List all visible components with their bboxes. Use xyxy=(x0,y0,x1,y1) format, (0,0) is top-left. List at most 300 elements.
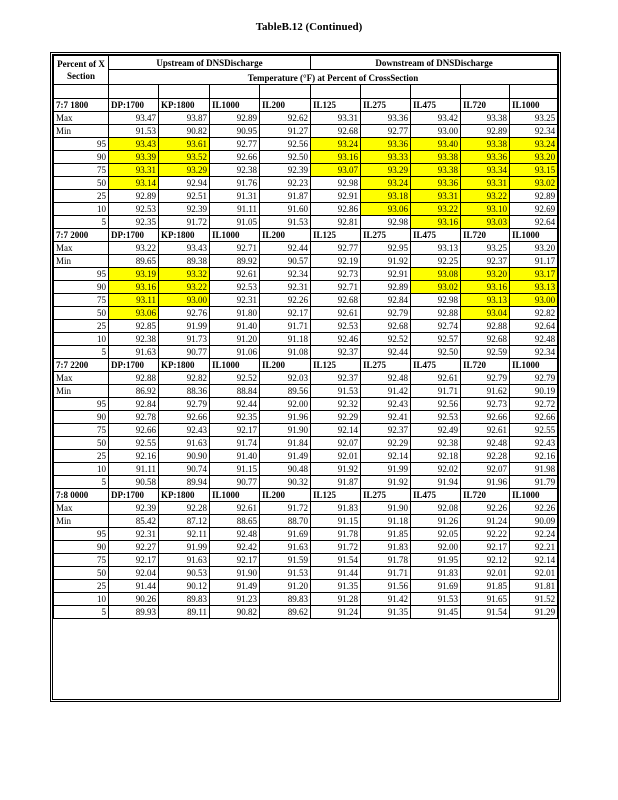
temperature-cell: 92.34 xyxy=(510,125,558,138)
temperature-cell: 92.17 xyxy=(210,554,260,567)
temperature-cell: 91.53 xyxy=(311,385,361,398)
temperature-cell: 85.42 xyxy=(109,515,159,528)
temperature-cell: 92.26 xyxy=(260,294,311,307)
temperature-cell: 92.85 xyxy=(109,320,159,333)
temperature-cell: 93.00 xyxy=(510,294,558,307)
row-label: Max xyxy=(54,112,109,125)
column-name: IL125 xyxy=(311,359,361,372)
temperature-cell: 92.91 xyxy=(361,268,411,281)
table-row xyxy=(54,437,558,450)
row-label: Min xyxy=(54,125,109,138)
column-name: DP:1700 xyxy=(109,359,159,372)
temperature-cell: 92.26 xyxy=(510,502,558,515)
temperature-cell: 91.54 xyxy=(311,554,361,567)
temperature-cell: 92.48 xyxy=(210,528,260,541)
row-label: 25 xyxy=(54,190,109,203)
temperature-cell: 93.02 xyxy=(411,281,461,294)
column-name: IL275 xyxy=(361,229,411,242)
temperature-cell: 91.80 xyxy=(210,307,260,320)
column-name: IL1000 xyxy=(510,229,558,242)
temperature-cell: 91.78 xyxy=(361,554,411,567)
temperature-cell: 92.05 xyxy=(411,528,461,541)
temperature-cell: 92.34 xyxy=(510,346,558,359)
column-name: IL720 xyxy=(461,229,510,242)
temperature-cell: 92.73 xyxy=(311,268,361,281)
spacer-cell xyxy=(260,85,311,99)
temperature-cell: 92.61 xyxy=(210,502,260,515)
temperature-cell: 91.84 xyxy=(260,437,311,450)
temperature-cell: 92.29 xyxy=(361,437,411,450)
temperature-cell: 92.28 xyxy=(159,502,210,515)
spacer-cell xyxy=(109,85,159,99)
table-row xyxy=(54,346,558,359)
temperature-cell: 90.26 xyxy=(109,593,159,606)
temperature-cell: 88.84 xyxy=(210,385,260,398)
temperature-cell: 91.63 xyxy=(109,346,159,359)
temperature-cell: 93.15 xyxy=(510,164,558,177)
temperature-cell: 93.33 xyxy=(361,151,411,164)
table-row xyxy=(54,580,558,593)
temperature-cell: 92.61 xyxy=(210,268,260,281)
row-label: Min xyxy=(54,255,109,268)
row-label: 5 xyxy=(54,346,109,359)
temperature-cell: 91.76 xyxy=(210,177,260,190)
temperature-cell: 93.00 xyxy=(159,294,210,307)
temperature-cell: 93.24 xyxy=(361,177,411,190)
temperature-cell: 92.52 xyxy=(210,372,260,385)
temperature-cell: 91.20 xyxy=(210,333,260,346)
temperature-cell: 91.85 xyxy=(461,580,510,593)
temperature-cell: 92.68 xyxy=(311,125,361,138)
temperature-cell: 92.44 xyxy=(210,398,260,411)
temperature-cell: 90.82 xyxy=(210,606,260,619)
temperature-cell: 92.17 xyxy=(260,307,311,320)
temperature-cell: 93.16 xyxy=(311,151,361,164)
table-row xyxy=(54,112,558,125)
temperature-cell: 92.72 xyxy=(510,398,558,411)
section-label: 7:7 2000 xyxy=(54,229,109,242)
temperature-cell: 92.19 xyxy=(311,255,361,268)
row-label: 90 xyxy=(54,411,109,424)
temperature-cell: 90.53 xyxy=(159,567,210,580)
row-label: 90 xyxy=(54,151,109,164)
temperature-cell: 92.84 xyxy=(109,398,159,411)
spacer-cell xyxy=(510,85,558,99)
temperature-cell: 93.42 xyxy=(411,112,461,125)
temperature-cell: 91.27 xyxy=(260,125,311,138)
spacer-cell xyxy=(210,85,260,99)
temperature-cell: 90.32 xyxy=(260,476,311,489)
section-header-row xyxy=(54,489,558,502)
temperature-cell: 90.77 xyxy=(210,476,260,489)
temperature-cell: 92.77 xyxy=(311,242,361,255)
temperature-cell: 92.94 xyxy=(159,177,210,190)
temperature-cell: 91.87 xyxy=(311,476,361,489)
temperature-cell: 91.23 xyxy=(210,593,260,606)
temperature-cell: 91.99 xyxy=(159,541,210,554)
row-label: 10 xyxy=(54,203,109,216)
table-row xyxy=(54,320,558,333)
temperature-cell: 91.28 xyxy=(311,593,361,606)
temperature-cell: 92.22 xyxy=(461,528,510,541)
column-name: DP:1700 xyxy=(109,229,159,242)
temperature-cell: 93.24 xyxy=(311,138,361,151)
temperature-cell: 92.39 xyxy=(159,203,210,216)
temperature-cell: 89.65 xyxy=(109,255,159,268)
temperature-cell: 91.31 xyxy=(210,190,260,203)
row-label: 95 xyxy=(54,268,109,281)
temperature-cell: 89.56 xyxy=(260,385,311,398)
temperature-cell: 92.66 xyxy=(210,151,260,164)
temperature-cell: 93.29 xyxy=(361,164,411,177)
temperature-cell: 93.22 xyxy=(159,281,210,294)
temperature-cell: 92.81 xyxy=(311,216,361,229)
section-header-row xyxy=(54,99,558,112)
temperature-cell: 91.72 xyxy=(260,502,311,515)
temperature-cell: 89.83 xyxy=(260,593,311,606)
spacer-cell xyxy=(159,85,210,99)
row-label: 50 xyxy=(54,177,109,190)
temperature-cell: 92.48 xyxy=(510,333,558,346)
temperature-cell: 92.77 xyxy=(361,125,411,138)
temperature-cell: 90.19 xyxy=(510,385,558,398)
column-name: IL200 xyxy=(260,359,311,372)
temperature-cell: 93.17 xyxy=(510,268,558,281)
temperature-cell: 92.08 xyxy=(411,502,461,515)
temperature-cell: 92.41 xyxy=(361,411,411,424)
temperature-cell: 91.98 xyxy=(510,463,558,476)
row-label: 90 xyxy=(54,281,109,294)
temperature-cell: 89.38 xyxy=(159,255,210,268)
spacer-cell xyxy=(361,85,411,99)
temperature-cell: 92.14 xyxy=(510,554,558,567)
table-row xyxy=(54,606,558,619)
temperature-cell: 91.60 xyxy=(260,203,311,216)
temperature-cell: 92.43 xyxy=(510,437,558,450)
temperature-cell: 93.87 xyxy=(159,112,210,125)
temperature-cell: 86.92 xyxy=(109,385,159,398)
section-label: 7:8 0000 xyxy=(54,489,109,502)
temperature-cell: 91.83 xyxy=(361,541,411,554)
temperature-cell: 92.66 xyxy=(461,411,510,424)
row-label: 25 xyxy=(54,580,109,593)
header-row-regions xyxy=(54,56,558,70)
column-name: IL125 xyxy=(311,99,361,112)
column-name: IL125 xyxy=(311,229,361,242)
row-label: Max xyxy=(54,242,109,255)
temperature-cell: 92.98 xyxy=(361,216,411,229)
temperature-cell: 91.65 xyxy=(461,593,510,606)
column-name: DP:1700 xyxy=(109,489,159,502)
temperature-cell: 92.38 xyxy=(109,333,159,346)
table-row xyxy=(54,333,558,346)
temperature-cell: 92.82 xyxy=(510,307,558,320)
temperature-cell: 93.06 xyxy=(361,203,411,216)
temperature-cell: 92.35 xyxy=(210,411,260,424)
downstream-header: Downstream of DNSDischarge xyxy=(311,56,558,70)
temperature-cell: 93.25 xyxy=(461,242,510,255)
table-row xyxy=(54,281,558,294)
temperature-cell: 92.21 xyxy=(510,541,558,554)
temperature-cell: 87.12 xyxy=(159,515,210,528)
section-header-row xyxy=(54,229,558,242)
temperature-cell: 93.07 xyxy=(311,164,361,177)
temperature-cell: 92.59 xyxy=(461,346,510,359)
temperature-cell: 93.03 xyxy=(461,216,510,229)
table-row xyxy=(54,203,558,216)
temperature-cell: 92.17 xyxy=(109,554,159,567)
temperature-cell: 91.83 xyxy=(311,502,361,515)
table-row xyxy=(54,450,558,463)
upstream-header: Upstream of DNSDischarge xyxy=(109,56,311,70)
temperature-cell: 91.15 xyxy=(210,463,260,476)
temperature-cell: 93.38 xyxy=(411,151,461,164)
temperature-cell: 93.43 xyxy=(159,242,210,255)
section-label: 7:7 1800 xyxy=(54,99,109,112)
temperature-cell: 92.02 xyxy=(411,463,461,476)
temperature-cell: 91.35 xyxy=(311,580,361,593)
temperature-cell: 91.90 xyxy=(210,567,260,580)
temperature-cell: 90.09 xyxy=(510,515,558,528)
temperature-cell: 91.18 xyxy=(361,515,411,528)
temperature-cell: 91.72 xyxy=(311,541,361,554)
temperature-cell: 92.74 xyxy=(411,320,461,333)
column-name: IL475 xyxy=(411,229,461,242)
temperature-cell: 91.78 xyxy=(311,528,361,541)
row-label: 50 xyxy=(54,307,109,320)
temperature-cell: 93.38 xyxy=(411,164,461,177)
temperature-cell: 92.64 xyxy=(510,216,558,229)
temperature-cell: 92.84 xyxy=(361,294,411,307)
temperature-cell: 92.03 xyxy=(260,372,311,385)
temperature-cell: 91.15 xyxy=(311,515,361,528)
row-label: 75 xyxy=(54,554,109,567)
temperature-cell: 91.24 xyxy=(461,515,510,528)
temperature-cell: 92.17 xyxy=(210,424,260,437)
temperature-cell: 92.89 xyxy=(510,190,558,203)
temperature-cell: 93.29 xyxy=(159,164,210,177)
temperature-cell: 93.20 xyxy=(510,242,558,255)
temperature-cell: 91.71 xyxy=(260,320,311,333)
temperature-cell: 89.93 xyxy=(109,606,159,619)
temperature-cell: 91.90 xyxy=(361,502,411,515)
table-row xyxy=(54,476,558,489)
column-name: IL1000 xyxy=(210,359,260,372)
temperature-cell: 91.96 xyxy=(461,476,510,489)
column-name: KP:1800 xyxy=(159,359,210,372)
temperature-cell: 91.53 xyxy=(411,593,461,606)
temperature-cell: 91.44 xyxy=(311,567,361,580)
temperature-cell: 92.71 xyxy=(311,281,361,294)
row-label: Min xyxy=(54,515,109,528)
temperature-cell: 92.43 xyxy=(159,424,210,437)
temperature-cell: 91.92 xyxy=(361,476,411,489)
row-label: 90 xyxy=(54,541,109,554)
table-row xyxy=(54,151,558,164)
temperature-cell: 92.14 xyxy=(311,424,361,437)
temperature-cell: 91.99 xyxy=(361,463,411,476)
temperature-cell: 91.62 xyxy=(461,385,510,398)
column-name: KP:1800 xyxy=(159,99,210,112)
temperature-cell: 91.40 xyxy=(210,320,260,333)
temperature-cell: 92.56 xyxy=(260,138,311,151)
column-name: IL1000 xyxy=(510,99,558,112)
temperature-cell: 92.98 xyxy=(311,177,361,190)
temperature-cell: 91.69 xyxy=(260,528,311,541)
table-row xyxy=(54,268,558,281)
row-label: 5 xyxy=(54,216,109,229)
temperature-cell: 92.71 xyxy=(210,242,260,255)
temperature-cell: 91.18 xyxy=(260,333,311,346)
temperature-cell: 91.42 xyxy=(361,385,411,398)
temperature-cell: 93.08 xyxy=(411,268,461,281)
row-label: 95 xyxy=(54,398,109,411)
temperature-cell: 92.37 xyxy=(361,424,411,437)
column-name: IL275 xyxy=(361,359,411,372)
temperature-cell: 92.79 xyxy=(461,372,510,385)
temperature-cell: 90.74 xyxy=(159,463,210,476)
temperature-cell: 92.31 xyxy=(260,281,311,294)
column-name: IL720 xyxy=(461,359,510,372)
temperature-cell: 91.35 xyxy=(361,606,411,619)
spacer-cell xyxy=(54,85,109,99)
row-label: 5 xyxy=(54,606,109,619)
temperature-cell: 92.53 xyxy=(311,320,361,333)
temperature-cell: 92.24 xyxy=(510,528,558,541)
column-name: IL1000 xyxy=(510,489,558,502)
temperature-cell: 91.63 xyxy=(159,554,210,567)
temperature-cell: 91.40 xyxy=(210,450,260,463)
column-name: IL475 xyxy=(411,99,461,112)
temperature-cell: 93.13 xyxy=(510,281,558,294)
column-name: IL1000 xyxy=(210,489,260,502)
temperature-cell: 92.26 xyxy=(461,502,510,515)
temperature-cell: 93.32 xyxy=(159,268,210,281)
temperature-cell: 93.14 xyxy=(109,177,159,190)
temperature-cell: 91.11 xyxy=(109,463,159,476)
temperature-cell: 92.91 xyxy=(311,190,361,203)
row-label: 10 xyxy=(54,593,109,606)
temperature-cell: 92.68 xyxy=(361,320,411,333)
table-row xyxy=(54,125,558,138)
temperature-cell: 92.95 xyxy=(361,242,411,255)
table-row xyxy=(54,541,558,554)
temperature-cell: 92.01 xyxy=(461,567,510,580)
column-name: IL720 xyxy=(461,99,510,112)
temperature-cell: 92.16 xyxy=(510,450,558,463)
header-row-caption xyxy=(54,70,558,85)
temperature-cell: 91.53 xyxy=(260,216,311,229)
temperature-cell: 91.49 xyxy=(210,580,260,593)
row-label: 5 xyxy=(54,476,109,489)
temperature-cell: 91.11 xyxy=(210,203,260,216)
temperature-cell: 92.66 xyxy=(159,411,210,424)
temperature-cell: 93.61 xyxy=(159,138,210,151)
row-label: 75 xyxy=(54,164,109,177)
temperature-cell: 91.20 xyxy=(260,580,311,593)
temperature-cell: 91.99 xyxy=(159,320,210,333)
temperature-cell: 93.16 xyxy=(461,281,510,294)
row-label: 25 xyxy=(54,450,109,463)
temperature-cell: 91.90 xyxy=(260,424,311,437)
temperature-cell: 92.46 xyxy=(311,333,361,346)
table-row xyxy=(54,216,558,229)
table-row xyxy=(54,138,558,151)
temperature-cell: 90.12 xyxy=(159,580,210,593)
temperature-cell: 92.79 xyxy=(510,372,558,385)
column-name: IL475 xyxy=(411,359,461,372)
temperature-cell: 93.47 xyxy=(109,112,159,125)
column-name: IL275 xyxy=(361,99,411,112)
temperature-cell: 92.14 xyxy=(361,450,411,463)
temperature-cell: 93.10 xyxy=(461,203,510,216)
temperature-cell: 91.06 xyxy=(210,346,260,359)
temperature-cell: 92.32 xyxy=(311,398,361,411)
temperature-cell: 92.23 xyxy=(260,177,311,190)
temperature-cell: 89.11 xyxy=(159,606,210,619)
column-name: KP:1800 xyxy=(159,489,210,502)
page-title: TableB.12 (Continued) xyxy=(255,21,363,33)
row-label: 95 xyxy=(54,138,109,151)
column-name: IL720 xyxy=(461,489,510,502)
temperature-cell: 92.53 xyxy=(109,203,159,216)
temperature-cell: 92.66 xyxy=(109,424,159,437)
column-name: IL1000 xyxy=(210,99,260,112)
temperature-cell: 92.89 xyxy=(461,125,510,138)
table-row xyxy=(54,177,558,190)
temperature-cell: 91.79 xyxy=(510,476,558,489)
temperature-cell: 93.20 xyxy=(461,268,510,281)
temperature-cell: 93.31 xyxy=(461,177,510,190)
section-label: 7:7 2200 xyxy=(54,359,109,372)
temperature-cell: 93.31 xyxy=(311,112,361,125)
temperature-cell: 92.42 xyxy=(210,541,260,554)
temperature-cell: 91.52 xyxy=(510,593,558,606)
temperature-cell: 92.64 xyxy=(510,320,558,333)
column-name: IL200 xyxy=(260,229,311,242)
temperature-cell: 93.06 xyxy=(109,307,159,320)
temperature-cell: 91.45 xyxy=(411,606,461,619)
temperature-cell: 89.94 xyxy=(159,476,210,489)
temperature-cell: 92.16 xyxy=(109,450,159,463)
table-row xyxy=(54,502,558,515)
temperature-cell: 92.28 xyxy=(461,450,510,463)
column-name: IL1000 xyxy=(510,359,558,372)
column-name: IL475 xyxy=(411,489,461,502)
temperature-cell: 92.53 xyxy=(210,281,260,294)
spacer-cell xyxy=(411,85,461,99)
temperature-cell: 91.72 xyxy=(159,216,210,229)
temperature-table xyxy=(53,55,558,619)
spacer-cell xyxy=(461,85,510,99)
temperature-cell: 93.22 xyxy=(109,242,159,255)
temperature-cell: 92.00 xyxy=(260,398,311,411)
column-name: IL200 xyxy=(260,489,311,502)
temperature-cell: 91.08 xyxy=(260,346,311,359)
temperature-cell: 91.85 xyxy=(361,528,411,541)
temperature-cell: 91.54 xyxy=(461,606,510,619)
temperature-cell: 92.79 xyxy=(159,398,210,411)
table-row xyxy=(54,164,558,177)
temperature-cell: 93.36 xyxy=(361,112,411,125)
temperature-cell: 93.20 xyxy=(510,151,558,164)
column-name: IL125 xyxy=(311,489,361,502)
temperature-cell: 92.98 xyxy=(411,294,461,307)
temperature-cell: 91.53 xyxy=(260,567,311,580)
temperature-cell: 92.31 xyxy=(210,294,260,307)
temperature-cell: 92.61 xyxy=(411,372,461,385)
temperature-cell: 91.44 xyxy=(109,580,159,593)
